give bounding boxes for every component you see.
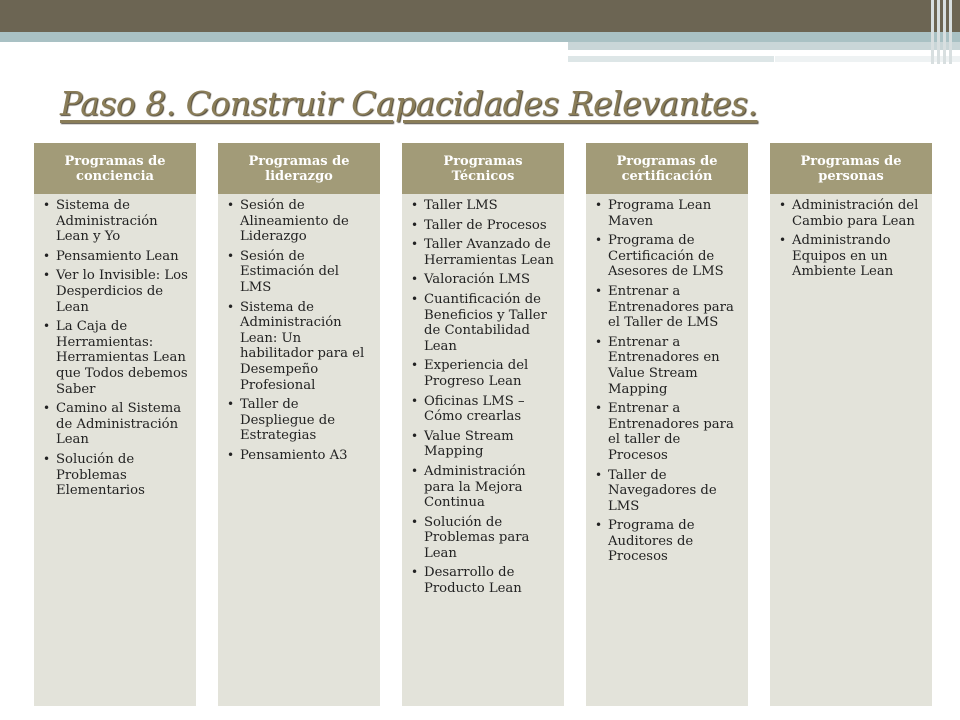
header-band-line-2: [568, 56, 774, 62]
list-item: • Valoración LMS: [424, 272, 558, 288]
column-header: Programas de personas: [770, 143, 932, 194]
list-item: • Taller de Navegadores de LMS: [608, 468, 742, 515]
slide-title: Paso 8. Construir Capacidades Relevantes.: [60, 84, 758, 123]
list-item: • Taller LMS: [424, 198, 558, 214]
list-item: • Administración para la Mejora Continua: [424, 464, 558, 511]
list-item: • Programa de Auditores de Procesos: [608, 518, 742, 565]
list-item: • Entrenar a Entrenadores para el taller de Procesos: [608, 401, 742, 463]
list-item: • Camino al Sistema de Administración Lean: [56, 401, 190, 448]
list-item: • Experiencia del Progreso Lean: [424, 358, 558, 389]
column-header: Programas de certificación: [586, 143, 748, 194]
column-liderazgo: [218, 143, 380, 706]
list-item: • Solución de Problemas Elementarios: [56, 452, 190, 499]
column-conciencia: [34, 143, 196, 706]
column-list: [402, 198, 564, 601]
list-item: • Desarrollo de Producto Lean: [424, 565, 558, 596]
header-band-line: [568, 50, 888, 53]
column-certificacion: [586, 143, 748, 706]
column-list: [770, 198, 932, 284]
list-item: • Programa de Certificación de Asesores de LMS: [608, 233, 742, 280]
list-item: • Sesión de Alineamiento de Liderazgo: [240, 198, 374, 245]
column-header: Programas de liderazgo: [218, 143, 380, 194]
header-stripes: [926, 0, 952, 64]
list-item: • Sistema de Administración Lean: Un habilitador para el Desempeño Profesional: [240, 300, 374, 394]
column-header: Programas de conciencia: [34, 143, 196, 194]
column-list: [34, 198, 196, 503]
list-item: • Pensamiento Lean: [56, 249, 190, 265]
list-item: • Entrenar a Entrenadores en Value Stream Mapping: [608, 335, 742, 397]
list-item: • Pensamiento A3: [240, 448, 374, 464]
column-personas: [770, 143, 932, 706]
list-item: • Programa Lean Maven: [608, 198, 742, 229]
header-band-teal: [0, 32, 960, 42]
column-list: [218, 198, 380, 468]
list-item: • Sistema de Administración Lean y Yo: [56, 198, 190, 245]
header-band-accent: [568, 42, 960, 50]
list-item: • Taller de Despliegue de Estrategias: [240, 397, 374, 444]
list-item: • Entrenar a Entrenadores para el Taller de LMS: [608, 284, 742, 331]
list-item: • Taller Avanzado de Herramientas Lean: [424, 237, 558, 268]
list-item: • Sesión de Estimación del LMS: [240, 249, 374, 296]
list-item: • Administración del Cambio para Lean: [792, 198, 926, 229]
list-item: • Administrando Equipos en un Ambiente Lean: [792, 233, 926, 280]
list-item: • Oficinas LMS – Cómo crearlas: [424, 394, 558, 425]
column-list: [586, 198, 748, 569]
list-item: • Value Stream Mapping: [424, 429, 558, 460]
list-item: • Cuantificación de Beneficios y Taller de Contabilidad Lean: [424, 292, 558, 354]
column-header: Programas Técnicos: [402, 143, 564, 194]
list-item: • Taller de Procesos: [424, 218, 558, 234]
list-item: • Ver lo Invisible: Los Desperdicios de Lean: [56, 268, 190, 315]
list-item: • Solución de Problemas para Lean: [424, 515, 558, 562]
header-band-dark: [0, 0, 960, 32]
program-columns: [34, 143, 934, 706]
column-tecnicos: [402, 143, 564, 706]
list-item: • La Caja de Herramientas: Herramientas Lean que Todos debemos Saber: [56, 319, 190, 397]
